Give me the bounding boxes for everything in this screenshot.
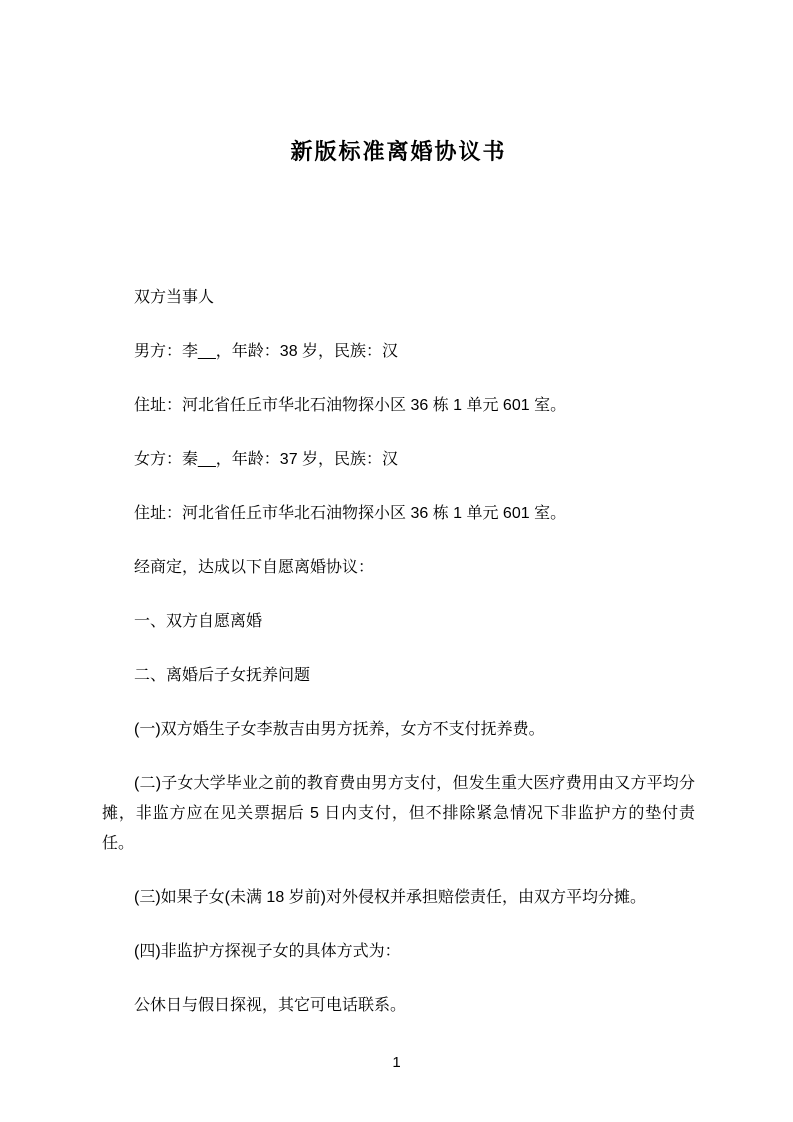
paragraph-clause-2: 二、离婚后子女抚养问题 (134, 667, 311, 684)
paragraph-agreement-intro: 经商定，达成以下自愿离婚协议： (134, 559, 375, 576)
document-title: 新版标准离婚协议书 (290, 139, 507, 164)
paragraph-clause-2-item-1: (一)双方婚生子女李敖吉由男方抚养，女方不支付抚养费。 (134, 721, 545, 738)
paragraph-husband-info: 男方：李__，年龄：38 岁，民族：汉 (134, 343, 399, 360)
paragraph-clause-2-item-4: (四)非监护方探视子女的具体方式为： (134, 943, 401, 960)
paragraph-parties-heading: 双方当事人 (134, 289, 215, 306)
paragraph-wife-address: 住址：河北省任丘市华北石油物探小区 36 栋 1 单元 601 室。 (134, 505, 567, 522)
paragraph-visitation-detail: 公休日与假日探视，其它可电话联系。 (134, 997, 407, 1014)
page-number-footer: 1 (392, 1054, 401, 1071)
paragraph-clause-1: 一、双方自愿离婚 (134, 613, 263, 630)
paragraph-wife-info: 女方：秦__，年龄：37 岁，民族：汉 (134, 451, 399, 468)
paragraph-husband-address: 住址：河北省任丘市华北石油物探小区 36 栋 1 单元 601 室。 (134, 397, 567, 414)
paragraph-clause-2-item-2: (二)子女大学毕业之前的教育费由男方支付，但发生重大医疗费用由又方平均分摊，非监方应在见关票据后 5 日内支付，但不排除紧急情况下非监护方的垫付责任。 (102, 775, 695, 852)
paragraph-clause-2-item-3: (三)如果子女(未满 18 岁前)对外侵权并承担赔偿责任，由双方平均分摊。 (134, 889, 647, 906)
document-body (102, 283, 695, 1021)
